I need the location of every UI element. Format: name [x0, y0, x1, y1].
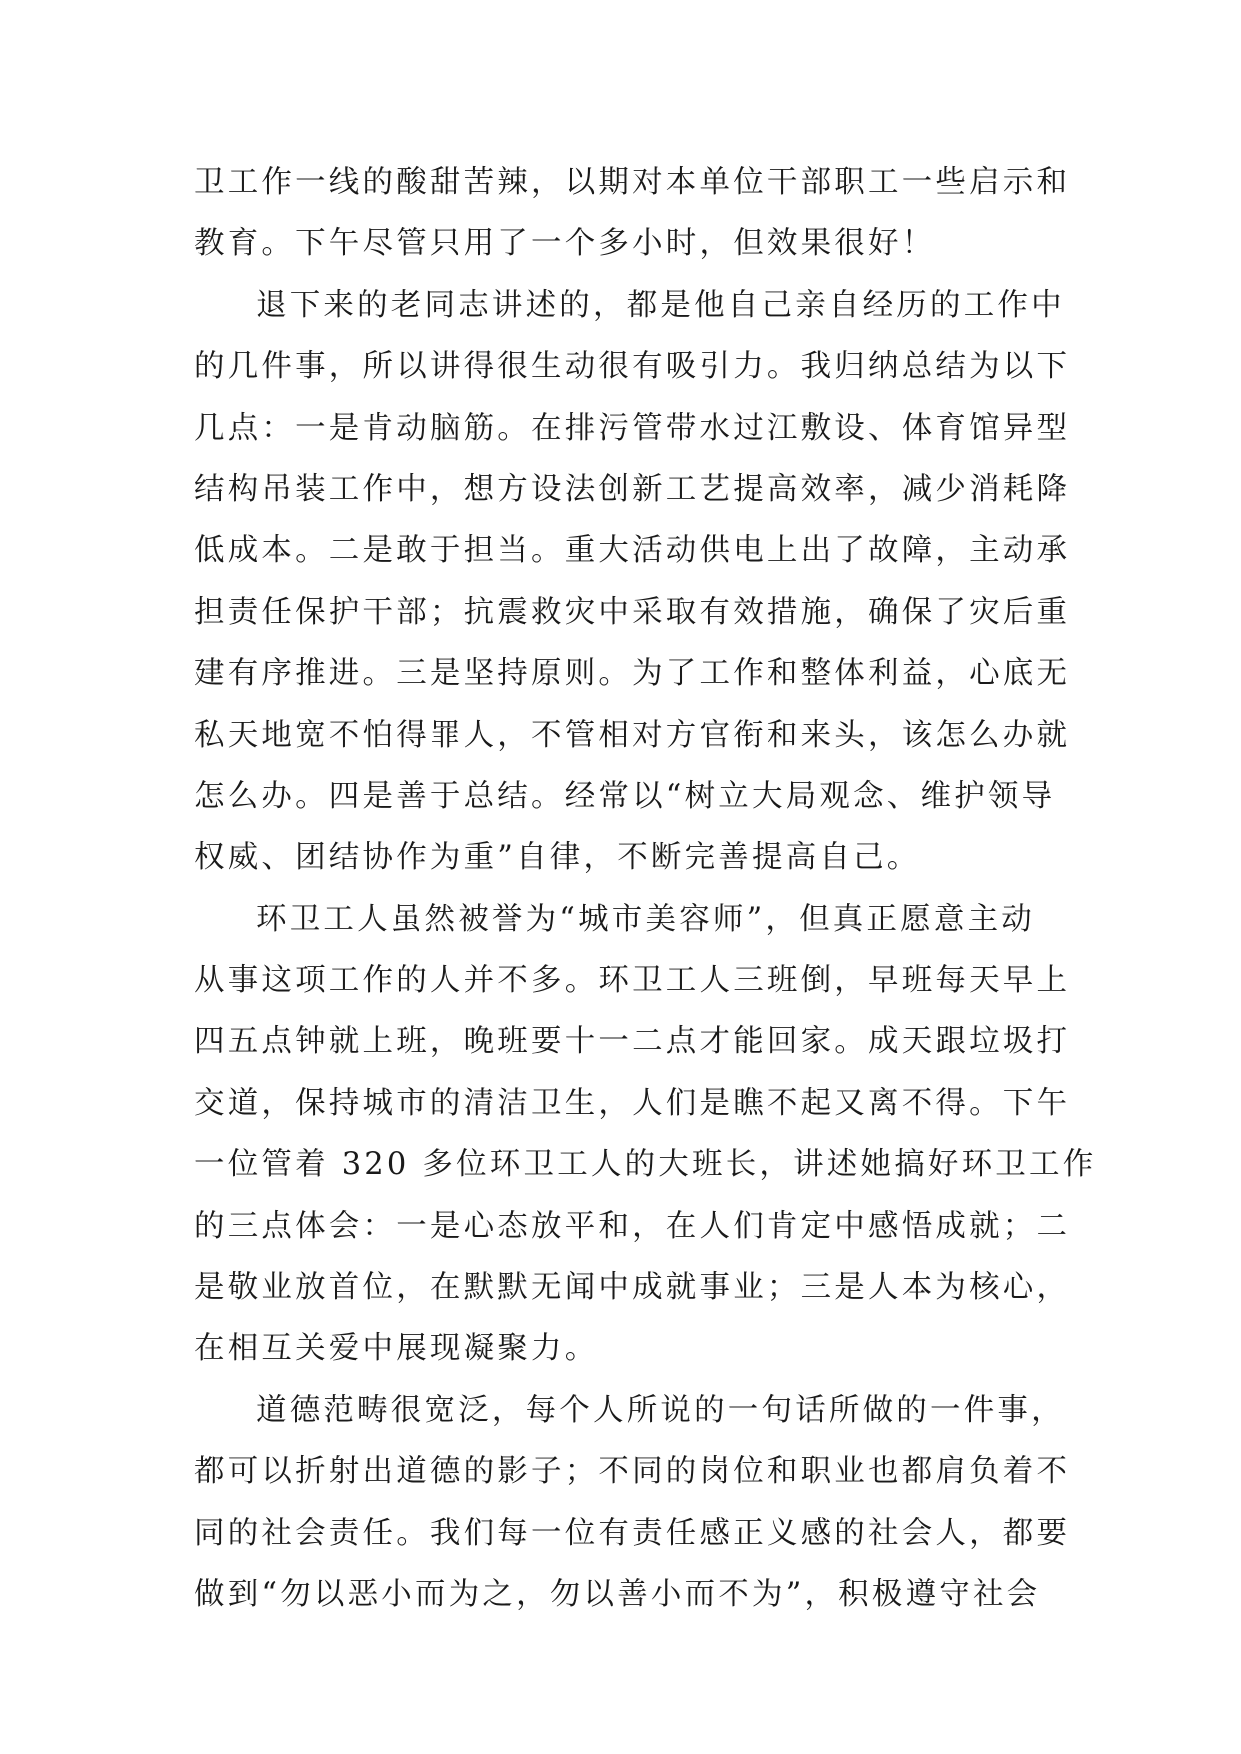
body-text: [194, 152, 1097, 1625]
text-line: 卫工作一线的酸甜苦辣，以期对本单位干部职工一些启示和: [194, 165, 1071, 200]
paragraph-start-line: 退下来的老同志讲述的，都是他自己亲自经历的工作中: [256, 287, 1065, 323]
text-line: 担责任保护干部；抗震救灾中采取有效措施，确保了灾后重: [194, 594, 1071, 630]
text-line: 的三点体会：一是心态放平和，在人们肯定中感悟成就；二: [194, 1208, 1071, 1244]
text-line: 低成本。二是敢于担当。重大活动供电上出了故障，主动承: [194, 533, 1071, 569]
text-line: 教育。下午尽管只用了一个多小时，但效果很好！: [194, 226, 936, 262]
paragraph-start-line: 环卫工人虽然被誉为“城市美容师”，但真正愿意主动: [256, 901, 1035, 937]
text-line: 几点：一是肯动脑筋。在排污管带水过江敷设、体育馆异型: [194, 410, 1071, 446]
text-line: 一位管着 320 多位环卫工人的大班长，讲述她搞好环卫工作: [194, 1147, 1097, 1183]
text-line: 权威、团结协作为重”自律，不断完善提高自己。: [194, 840, 921, 876]
text-line: 交道，保持城市的清洁卫生，人们是瞧不起又离不得。下午: [194, 1085, 1071, 1121]
text-line: 的几件事，所以讲得很生动很有吸引力。我归纳总结为以下: [194, 349, 1071, 385]
text-line: 是敬业放首位，在默默无闻中成就事业；三是人本为核心，: [194, 1270, 1071, 1306]
text-line: 怎么办。四是善于总结。经常以“树立大局观念、维护领导: [194, 778, 1056, 814]
text-line: 同的社会责任。我们每一位有责任感正义感的社会人，都要: [194, 1515, 1071, 1551]
text-line: 私天地宽不怕得罪人，不管相对方官衔和来头，该怎么办就: [194, 717, 1071, 753]
paragraph-start-line: 道德范畴很宽泛，每个人所说的一句话所做的一件事，: [256, 1392, 1065, 1428]
text-line: 结构吊装工作中，想方设法创新工艺提高效率，减少消耗降: [194, 471, 1071, 507]
text-line: 都可以折射出道德的影子；不同的岗位和职业也都肩负着不: [194, 1454, 1071, 1490]
text-line: 四五点钟就上班，晚班要十一二点才能回家。成天跟垃圾打: [194, 1024, 1071, 1060]
text-line: 在相互关爱中展现凝聚力。: [194, 1331, 599, 1367]
text-line: 从事这项工作的人并不多。环卫工人三班倒，早班每天早上: [194, 963, 1071, 999]
text-line: 建有序推进。三是坚持原则。为了工作和整体利益，心底无: [194, 656, 1071, 692]
text-line: 做到“勿以恶小而为之，勿以善小而不为”，积极遵守社会: [194, 1576, 1041, 1612]
